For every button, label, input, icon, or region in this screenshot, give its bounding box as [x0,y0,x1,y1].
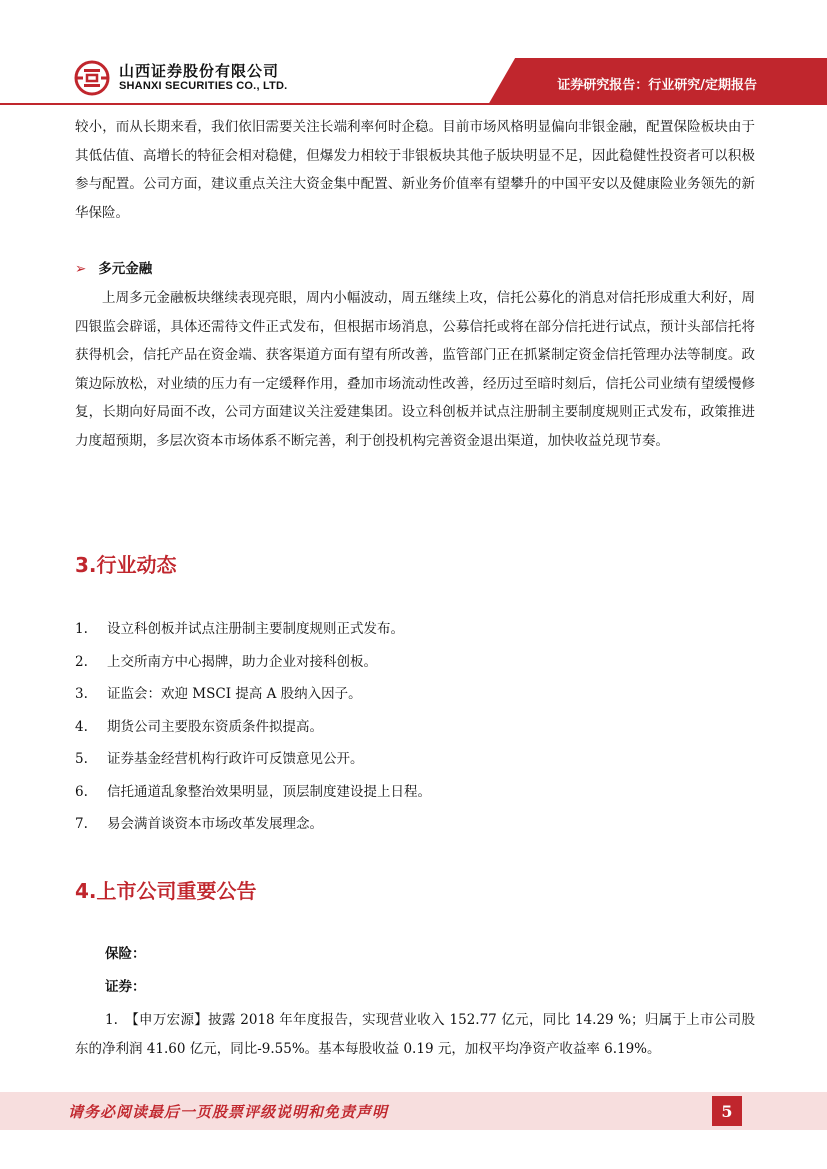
securities-label: 证券： [105,979,146,995]
list-item: 2. 上交所南方中心揭牌，助力企业对接科创板。 [75,653,377,670]
page-header [0,0,827,105]
diversified-finance-paragraph: 上周多元金融板块继续表现亮眼，周内小幅波动，周五继续上攻，信托公募化的消息对信托形成重大利好，周四银监会辟谣，具体还需待文件正式发布，但根据市场消息，公募信托或将在部分信托进行试点，预计头部信托将获得机会，信托产品在资金端、获客渠道方面有望有所改善，监管部门正在抓紧制定资金信托管理办法等制度。政策边际放松，对业绩的压力有一定缓释作用，叠加市场流动性改善，经历过至暗时刻后，信托公司业绩有望缓慢修复，长期向好局面不改，公司方面建议关注爱建集团。设立科创板并试点注册制主要制度规则正式发布，政策推进力度超预期，多层次资本市场体系不断完善，利于创投机构完善资金退出渠道，加快收益兑现节奏。 [75,290,755,449]
list-item: 4. 期货公司主要股东资质条件拟提高。 [75,718,323,735]
company-logo-icon [74,60,110,96]
list-item: 7. 易会满首谈资本市场改革发展理念。 [75,816,323,832]
diversified-finance-title: 多元金融 [98,261,153,277]
report-type: 证券研究报告：行业研究/定期报告 [557,78,757,93]
industry-news-list [75,615,755,843]
company-name-cn: 山西证券股份有限公司 [119,62,280,80]
section-3-title: 3.行业动态 [75,553,177,577]
intro-paragraph: 较小，而从长期来看，我们依旧需要关注长端利率何时企稳。目前市场风格明显偏向非银金融，配置保险板块由于其低估值、高增长的特征会相对稳健，但爆发力相较于非银板块其他子版块明显不足，因此稳健性投资者可以积极参与配置。公司方面，建议重点关注大资金集中配置、新业务价值率有望攀升的中国平安以及健康险业务领先的新华保险。 [75,119,755,221]
announcement-paragraph: 1. 【申万宏源】披露 2018 年年度报告，实现营业收入 152.77 亿元，同比 14.29 %；归属于上市公司股东的净利润 41.60 亿元，同比-9.55%。基本每股收益 0.19 元，加权平均净资产收益率 6.19%。 [75,1012,755,1057]
page-number: 5 [712,1096,742,1126]
company-name-en: SHANXI SECURITIES CO., LTD. [119,80,288,92]
list-item: 3. 证监会：欢迎 MSCI 提高 A 股纳入因子。 [75,686,362,702]
arrow-bullet-icon: ➢ [75,261,87,277]
insurance-label: 保险： [105,946,146,962]
diversified-finance-heading [75,257,152,277]
section-4-title: 4.上市公司重要公告 [75,879,257,903]
list-item: 5. 证券基金经营机构行政许可反馈意见公开。 [75,751,364,767]
list-item: 1. 设立科创板并试点注册制主要制度规则正式发布。 [75,621,404,637]
header-divider [0,103,827,105]
list-item: 6. 信托通道乱象整治效果明显，顶层制度建设提上日程。 [75,783,431,800]
disclaimer-text: 请务必阅读最后一页股票评级说明和免责声明 [68,1103,389,1121]
